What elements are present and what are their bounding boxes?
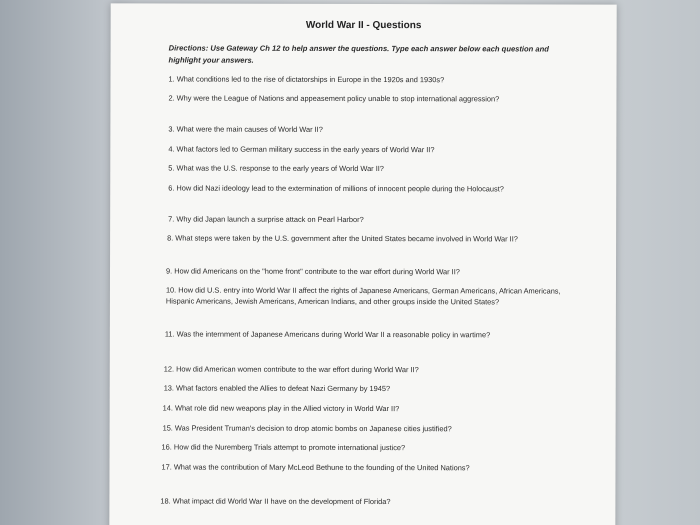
question-11: 11. Was the internment of Japanese Americans during World War II a reasonable policy in wartime?	[164, 329, 491, 340]
question-14: 14. What role did new weapons play in the Allied victory in World War II?	[162, 403, 400, 414]
question-12: 12. How did American women contribute to the war effort during World War II?	[163, 364, 419, 375]
question-18: 18. What impact did World War II have on the development of Florida?	[160, 496, 391, 507]
question-15: 15. Was President Truman's decision to drop atomic bombs on Japanese cities justified?	[162, 423, 452, 434]
worksheet-page	[109, 3, 616, 525]
directions-text: Directions: Use Gateway Ch 12 to help answer the questions. Type each answer below each question and highlight your answers.	[168, 43, 549, 65]
question-13: 13. What factors enabled the Allies to defeat Nazi Germany by 1945?	[163, 383, 391, 394]
question-2: 2. Why were the League of Nations and appeasement policy unable to stop international aggression?	[168, 93, 500, 104]
question-4: 4. What factors led to German military success in the early years of World War II?	[168, 144, 435, 155]
question-1: 1. What conditions led to the rise of dictatorships in Europe in the 1920s and 1930s?	[168, 74, 445, 85]
question-6: 6. How did Nazi ideology lead to the extermination of millions of innocent people during the Holocaust?	[168, 183, 504, 194]
question-3: 3. What were the main causes of World War II?	[168, 124, 323, 134]
question-7: 7. Why did Japan launch a surprise attack on Pearl Harbor?	[168, 214, 364, 225]
page-title: World War II - Questions	[305, 19, 422, 32]
question-17: 17. What was the contribution of Mary McLeod Bethune to the founding of the United Nations?	[161, 462, 470, 473]
question-8: 8. What steps were taken by the U.S. government after the United States became involved in World War II?	[167, 233, 518, 244]
question-9: 9. How did Americans on the "home front" contribute to the war effort during World War II?	[165, 266, 460, 277]
question-16: 16. How did the Nuremberg Trials attempt to promote international justice?	[161, 442, 406, 453]
question-5: 5. What was the U.S. response to the early years of World War II?	[168, 163, 384, 174]
question-10: 10. How did U.S. entry into World War II affect the rights of Japanese Americans, German Americans, African Americans, Hispanic Americans, Jewish Americans, American Indians, and other groups inside the United States?	[165, 285, 561, 307]
